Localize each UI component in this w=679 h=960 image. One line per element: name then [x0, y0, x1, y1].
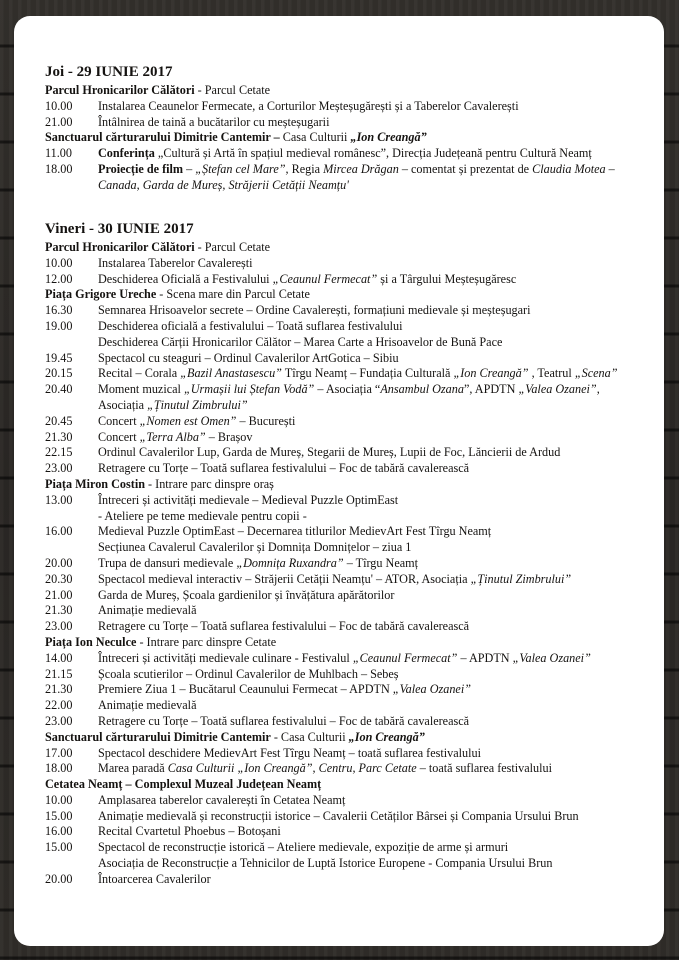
event-time: 21.30: [45, 429, 73, 444]
event-text-part: Secțiunea Cavalerul Cavalerilor și Domnița Domnițelor – ziua 1: [98, 540, 412, 555]
event-time: 17.00: [45, 745, 73, 760]
event-text-part: Deschiderea oficială a festivalului – Toată suflarea festivalului: [98, 318, 403, 333]
event-text-part: – toată suflarea festivalului: [416, 761, 553, 776]
event-text-part: Mircea Drăgan: [323, 161, 399, 176]
event-text-part: Concert: [98, 413, 140, 428]
event-text: [98, 603, 664, 619]
event-text-part: „Terra Alba”: [139, 429, 206, 444]
event-text-part: Întoarcerea Cavalerilor: [98, 871, 211, 886]
event-text: [98, 256, 664, 272]
location-place: - Parcul Cetate: [194, 240, 271, 254]
location-place: - Intrare parc dinspre Cetate: [136, 634, 277, 649]
schedule-row: [14, 714, 664, 730]
event-time: 18.00: [45, 161, 73, 176]
program-panel: [14, 16, 664, 946]
event-text: [98, 714, 664, 730]
event-text-part: „Ceaunul Fermecat”: [352, 650, 458, 665]
event-text-part: „Valea Ozanei”: [392, 682, 472, 697]
event-text: [98, 303, 664, 319]
event-time: 23.00: [45, 461, 73, 476]
location-place: - Parcul Cetate: [194, 83, 271, 97]
event-text-part: , Teatrul: [528, 366, 575, 381]
event-time: 20.40: [45, 382, 73, 397]
event-text-part: Întâlnirea de taină a bucătarilor cu meșteșugarii: [98, 114, 330, 129]
location-place-italic: „Ion Creangă”: [348, 729, 425, 744]
event-text-part: Trupa de dansuri medievale: [98, 555, 237, 570]
event-time: 20.00: [45, 871, 73, 886]
event-text-part: ”, APDTN: [463, 382, 519, 397]
event-time: 21.00: [45, 587, 73, 602]
schedule-row: [14, 824, 664, 840]
event-text-part: „Urmașii lui Ștefan Vodă”: [183, 382, 315, 397]
event-text: [98, 540, 664, 556]
schedule-row: [14, 556, 664, 572]
event-text-part: Recital Cvartetul Phoebus – Botoșani: [98, 824, 281, 839]
event-text-part: Retragere cu Torțe – Toată suflarea festivalului – Foc de tabără cavalerească: [98, 619, 470, 634]
event-text-part: „Ceaunul Fermecat”: [272, 271, 378, 286]
event-time: 16.30: [45, 303, 73, 318]
event-time: 23.00: [45, 619, 73, 634]
event-text-part: Concert: [98, 429, 140, 444]
event-time: 10.00: [45, 255, 73, 270]
event-text: [98, 824, 664, 840]
event-text-part: Claudia Motea – Canada, Garda de Mureș, Străjerii Cetății Neamțu': [98, 161, 615, 192]
event-text-part: Garda de Mureș, Școala gardienilor și învățătura apărătorilor: [98, 587, 395, 602]
location-place: - Intrare parc dinspre oraș: [144, 476, 274, 491]
event-time: 16.00: [45, 524, 73, 539]
schedule-row: [14, 651, 664, 667]
event-text: [98, 872, 664, 888]
event-text-part: – Tîrgu Neamț: [343, 555, 419, 570]
event-text-part: „Cultură și Artă în spațiul medieval românesc”, Direcția Județeană pentru Cultură Neamț: [154, 146, 592, 161]
schedule-row: [14, 619, 664, 635]
event-text: [98, 445, 664, 461]
schedule-row: [14, 509, 664, 525]
day-title: Joi - 29 IUNIE 2017: [45, 64, 173, 80]
event-text-part: Întreceri și activități medievale – Medieval Puzzle OptimEast: [98, 492, 399, 507]
location-name: Parcul Hronicarilor Călători: [45, 83, 195, 97]
event-text-part: – Brașov: [205, 429, 253, 444]
schedule-row: [14, 146, 664, 162]
event-text-part: Recital – Corala: [98, 366, 181, 381]
location-place: Casa Culturii: [279, 130, 351, 145]
event-text-part: Spectacol de reconstrucție istorică – Ateliere medievale, expoziție de arme și armuri: [98, 840, 509, 855]
event-text: [98, 556, 664, 572]
event-text: [98, 335, 664, 351]
event-text: [98, 461, 664, 477]
schedule-row: [14, 572, 664, 588]
schedule-row: [14, 461, 664, 477]
location-name: Piața Grigore Ureche: [45, 287, 157, 302]
schedule-row: [14, 162, 664, 194]
location-heading: [14, 130, 664, 146]
event-text-part: Marea paradă: [98, 761, 168, 776]
event-text-part: – Asociația “: [314, 382, 381, 397]
event-text: [98, 619, 664, 635]
location-place-italic: „Ion Creangă”: [350, 130, 427, 145]
event-text-part: Premiere Ziua 1 – Bucătarul Ceaunului Fermecat – APDTN: [98, 682, 393, 697]
event-text-part: Întreceri și activități medievale culinare - Festivalul: [98, 650, 353, 665]
event-time: 20.45: [45, 413, 73, 428]
event-text-part: „Nomen est Omen”: [139, 413, 237, 428]
schedule-row: [14, 872, 664, 888]
event-text-part: Moment muzical: [98, 382, 184, 397]
schedule-row: [14, 256, 664, 272]
event-text-part: – APDTN: [457, 650, 513, 665]
event-time: 14.00: [45, 650, 73, 665]
schedule-row: [14, 667, 664, 683]
event-text-part: „Valea Ozanei”: [512, 650, 591, 665]
event-text: [98, 682, 664, 698]
event-text: [98, 698, 664, 714]
location-name: Parcul Hronicarilor Călători: [45, 240, 195, 254]
schedule-row: [14, 809, 664, 825]
event-time: 15.00: [45, 808, 73, 823]
event-text: [98, 430, 664, 446]
event-time: 15.00: [45, 840, 73, 855]
location-place: - Casa Culturii: [270, 729, 349, 744]
location-heading: [14, 730, 664, 746]
event-text-part: Asociația de Reconstrucție a Tehnicilor de Luptă Istorice Europene - Compania Ursului Brun: [98, 856, 553, 871]
event-text: [98, 162, 664, 194]
location-place: - Scena mare din Parcul Cetate: [156, 287, 310, 302]
event-text-part: Ordinul Cavalerilor Lup, Garda de Mureș, Stegarii de Mureș, Lupii de Foc, Lăncierii de Ardud: [98, 445, 561, 460]
schedule-row: [14, 430, 664, 446]
schedule-row: [14, 115, 664, 131]
event-time: [14, 335, 98, 351]
event-text: [98, 746, 664, 762]
location-heading: [14, 777, 664, 793]
event-time: 18.00: [45, 761, 73, 776]
schedule-row: [14, 540, 664, 556]
event-text-part: – comentat și prezentat de: [398, 161, 533, 176]
event-text-part: Retragere cu Torțe – Toată suflarea festivalului – Foc de tabără cavalerească: [98, 461, 470, 476]
event-text: [98, 146, 664, 162]
event-text: [98, 651, 664, 667]
event-time: 21.00: [45, 114, 73, 129]
event-text: [98, 351, 664, 367]
location-name: Piața Ion Neculce: [45, 634, 137, 649]
event-time: 22.00: [45, 698, 73, 713]
event-text: [98, 115, 664, 131]
event-time: 21.30: [45, 603, 73, 618]
schedule-row: [14, 761, 664, 777]
event-text-part: – București: [236, 413, 296, 428]
schedule-row: [14, 366, 664, 382]
event-time: 21.15: [45, 666, 73, 681]
event-text: [98, 840, 664, 856]
event-text-part: „Ținutul Zimbrului”: [470, 571, 572, 586]
event-text: [98, 414, 664, 430]
event-text-part: Spectacol deschidere MedievArt Fest Tîrgu Neamț – toată suflarea festivalului: [98, 745, 481, 760]
location-heading: [14, 287, 664, 303]
event-time: 10.00: [45, 792, 73, 807]
event-text: [98, 761, 664, 777]
event-text-part: Semnarea Hrisoavelor secrete – Ordine Cavalerești, formațiuni medievale și meșteșugari: [98, 303, 531, 318]
event-text: [98, 319, 664, 335]
event-text: [98, 588, 664, 604]
event-time: 20.30: [45, 571, 73, 586]
event-text-part: Instalarea Taberelor Cavalerești: [98, 255, 253, 270]
location-name: Cetatea Neamț – Complexul Muzeal Județean Neamț: [45, 777, 322, 792]
event-text: [98, 793, 664, 809]
event-time: 23.00: [45, 713, 73, 728]
event-time: 16.00: [45, 824, 73, 839]
event-text-part: Instalarea Ceaunelor Fermecate, a Corturilor Meșteșugărești și a Taberelor Cavalerești: [98, 98, 519, 113]
schedule-row: [14, 840, 664, 856]
schedule-row: [14, 588, 664, 604]
event-text-part: Animație medievală: [98, 603, 197, 618]
event-text-part: Proiecție de film: [98, 161, 184, 176]
schedule-row: [14, 272, 664, 288]
event-time: 20.00: [45, 555, 73, 570]
event-text-part: Animație medievală: [98, 698, 197, 713]
event-text: [98, 366, 664, 382]
event-text: [98, 572, 664, 588]
event-text-part: „Ștefan cel Mare”,: [195, 161, 289, 176]
event-text: [98, 382, 664, 414]
day-thursday: [14, 63, 664, 194]
event-time: 19.00: [45, 318, 73, 333]
event-text-part: Ansambul Ozana: [380, 382, 464, 397]
location-heading: [14, 635, 664, 651]
event-text-part: „Domnița Ruxandra”: [236, 555, 344, 570]
event-text-part: Spectacol medieval interactiv – Străjerii Cetății Neamțu' – ATOR, Asociația: [98, 571, 471, 586]
event-text-part: Școala scutierilor – Ordinul Cavalerilor de Muhlbach – Sebeș: [98, 666, 399, 681]
schedule-row: [14, 303, 664, 319]
event-text-part: „Ținutul Zimbrului”: [147, 397, 248, 412]
event-text: [98, 272, 664, 288]
event-text: [98, 524, 664, 540]
event-text-part: „Scena”: [574, 366, 618, 381]
location-heading: [14, 240, 664, 256]
location-heading: [14, 83, 664, 99]
event-text-part: Medieval Puzzle OptimEast – Decernarea titlurilor MedievArt Fest Tîrgu Neamț: [98, 524, 492, 539]
schedule-row: [14, 698, 664, 714]
event-text-part: Animație medievală și reconstrucții istorice – Cavalerii Cetăților Bârsei și Compania Ursului Brun: [98, 808, 579, 823]
event-text: [98, 493, 664, 509]
event-text-part: , Asociația: [98, 382, 600, 412]
event-text-part: Spectacol cu steaguri – Ordinul Cavalerilor ArtGotica – Sibiu: [98, 350, 399, 365]
event-time: 20.15: [45, 366, 73, 381]
event-time: 19.45: [45, 350, 73, 365]
event-time: 21.30: [45, 682, 73, 697]
event-time: 12.00: [45, 271, 73, 286]
location-name: Sanctuarul cărturarului Dimitrie Cantemir: [45, 729, 271, 744]
event-text-part: „Ion Creangă”: [453, 366, 529, 381]
schedule-row: [14, 351, 664, 367]
event-time: 11.00: [45, 146, 72, 161]
event-time: 10.00: [45, 98, 73, 113]
schedule-row: [14, 682, 664, 698]
event-text: [98, 856, 664, 872]
schedule-row: [14, 493, 664, 509]
event-time: 22.15: [45, 445, 73, 460]
event-time: [14, 856, 98, 872]
schedule-row: [14, 445, 664, 461]
event-text-part: –: [183, 161, 196, 176]
schedule-row: [14, 382, 664, 414]
schedule-row: [14, 319, 664, 335]
event-text: [98, 509, 664, 525]
event-text-part: Casa Culturii „Ion Creangă”, Centru, Parc Cetate: [167, 761, 417, 776]
event-text-part: Deschiderea Oficială a Festivalului: [98, 271, 273, 286]
event-time: 13.00: [45, 492, 73, 507]
event-text: [98, 809, 664, 825]
schedule-row: [14, 99, 664, 115]
event-text-part: Retragere cu Torțe – Toată suflarea festivalului – Foc de tabără cavalerească: [98, 713, 470, 728]
event-text-part: Regia: [288, 161, 324, 176]
schedule-row: [14, 746, 664, 762]
day-title: Vineri - 30 IUNIE 2017: [45, 221, 194, 237]
location-name: Piața Miron Costin: [45, 476, 145, 491]
event-text: [98, 667, 664, 683]
event-text-part: Tîrgu Neamț – Fundația Culturală: [281, 366, 454, 381]
location-name: Sanctuarul cărturarului Dimitrie Cantemir –: [45, 130, 280, 145]
event-time: [14, 540, 98, 556]
day-friday: [14, 220, 664, 888]
schedule-row: [14, 524, 664, 540]
schedule-row: [14, 414, 664, 430]
schedule-row: [14, 335, 664, 351]
event-text-part: Deschiderea Cărții Hronicarilor Călător – Marea Carte a Hrisoavelor de Bună Pace: [98, 334, 503, 349]
event-text-part: „Valea Ozanei”: [518, 382, 597, 397]
schedule-row: [14, 856, 664, 872]
event-text-part: și a Târgului Meșteșugăresc: [377, 271, 517, 286]
schedule-row: [14, 793, 664, 809]
location-heading: [14, 477, 664, 493]
event-text: [98, 99, 664, 115]
event-time: [14, 509, 98, 525]
event-text-part: - Ateliere pe teme medievale pentru copii -: [98, 508, 307, 523]
event-text-part: „Bazil Anastasescu”: [180, 366, 282, 381]
event-text-part: Conferința: [98, 146, 155, 161]
event-text-part: Amplasarea taberelor cavalerești în Cetatea Neamț: [98, 792, 346, 807]
schedule-row: [14, 603, 664, 619]
